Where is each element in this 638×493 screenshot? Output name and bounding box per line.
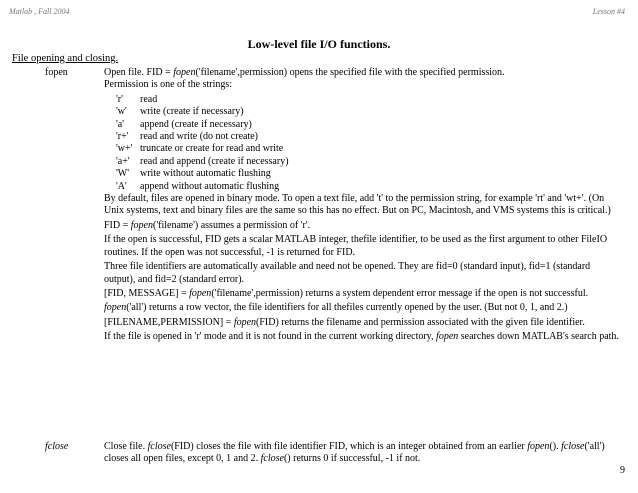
header-right: Lesson #4 <box>592 7 625 16</box>
para-binary-mode: By default, files are opened in binary mode. To open a text file, add 't' to the permission string, for example 'rt' and 'wt+'. (On Unix systems, text and binary files are the same so this has no effect. But on PC, Macintosh, and VMS systems this is critical.) <box>104 193 611 217</box>
permission-code: 'a+' <box>116 155 130 167</box>
para-success: If the open is successful, FID gets a scalar MATLAB integer, thefile identifier, to be used as the first argument to other FileIO routines. If the open was not successful, -1 is returned for FID. <box>104 234 608 258</box>
term-fclose: fclose <box>45 441 69 452</box>
permission-desc: read and write (do not create) <box>140 131 258 143</box>
permission-list <box>104 94 624 193</box>
term-fopen: fopen <box>45 67 68 78</box>
permission-row <box>116 156 624 168</box>
para-search-path: If the file is opened in 'r' mode and it is not found in the current working directory, fopen searches down MATLAB's search path. <box>104 331 619 343</box>
permission-desc: write (create if necessary) <box>140 106 244 118</box>
permission-desc: append without automatic flushing <box>140 180 280 192</box>
para-message: [FID, MESSAGE] = fopen('filename',permission) returns a system dependent error message if the open is not successful. <box>104 287 589 299</box>
permission-code: 'A' <box>116 180 127 192</box>
para-standard-ids: Three file identifiers are automatically available and need not be opened. They are fid=0 (standard input), fid=1 (standard output), and fid=2 (standard error). <box>104 261 591 285</box>
fopen-description <box>104 67 624 346</box>
permission-desc: truncate or create for read and write <box>140 143 284 155</box>
section-heading: File opening and closing. <box>12 53 119 64</box>
header-left: Matlab , Fall 2004 <box>9 7 70 16</box>
permission-code: 'r+' <box>116 131 129 143</box>
permission-desc: write without automatic flushing <box>140 168 271 180</box>
page-title: Low-level file I/O functions. <box>247 37 391 51</box>
permission-desc: read <box>140 93 158 105</box>
para-filename: [FILENAME,PERMISSION] = fopen(FID) returns the filename and permission associated with the given file identifier. <box>104 316 585 328</box>
permission-desc: read and append (create if necessary) <box>140 155 289 167</box>
permission-row <box>116 131 624 143</box>
permission-code: 'w' <box>116 106 127 118</box>
fopen-intro: Open file. FID = fopen('filename',permission) opens the specified file with the specified permission. Permission is one of the strings: <box>104 67 505 91</box>
permission-row <box>116 143 624 155</box>
permission-row <box>116 94 624 106</box>
permission-code: 'w+' <box>116 143 133 155</box>
permission-code: 'r' <box>116 93 123 105</box>
permission-row <box>116 181 624 193</box>
para-default-permission: FID = fopen('filename') assumes a permission of 'r'. <box>104 219 311 231</box>
permission-desc: append (create if necessary) <box>140 118 252 130</box>
permission-row <box>116 106 624 118</box>
fclose-description: Close file. fclose(FID) closes the file with file identifier FID, which is an integer obtained from an earlier fopen(). fclose('all') closes all open files, except 0, 1 and 2. fclose() returns 0 if successful, -1 if not. <box>104 441 605 465</box>
permission-code: 'a' <box>116 118 125 130</box>
permission-code: 'W' <box>116 168 130 180</box>
permission-row <box>116 119 624 131</box>
permission-row <box>116 168 624 180</box>
para-all: fopen('all') returns a row vector, the file identifiers for all thefiles currently opened by the user. (But not 0, 1, and 2.) <box>104 302 568 314</box>
page-number: 9 <box>620 465 625 476</box>
